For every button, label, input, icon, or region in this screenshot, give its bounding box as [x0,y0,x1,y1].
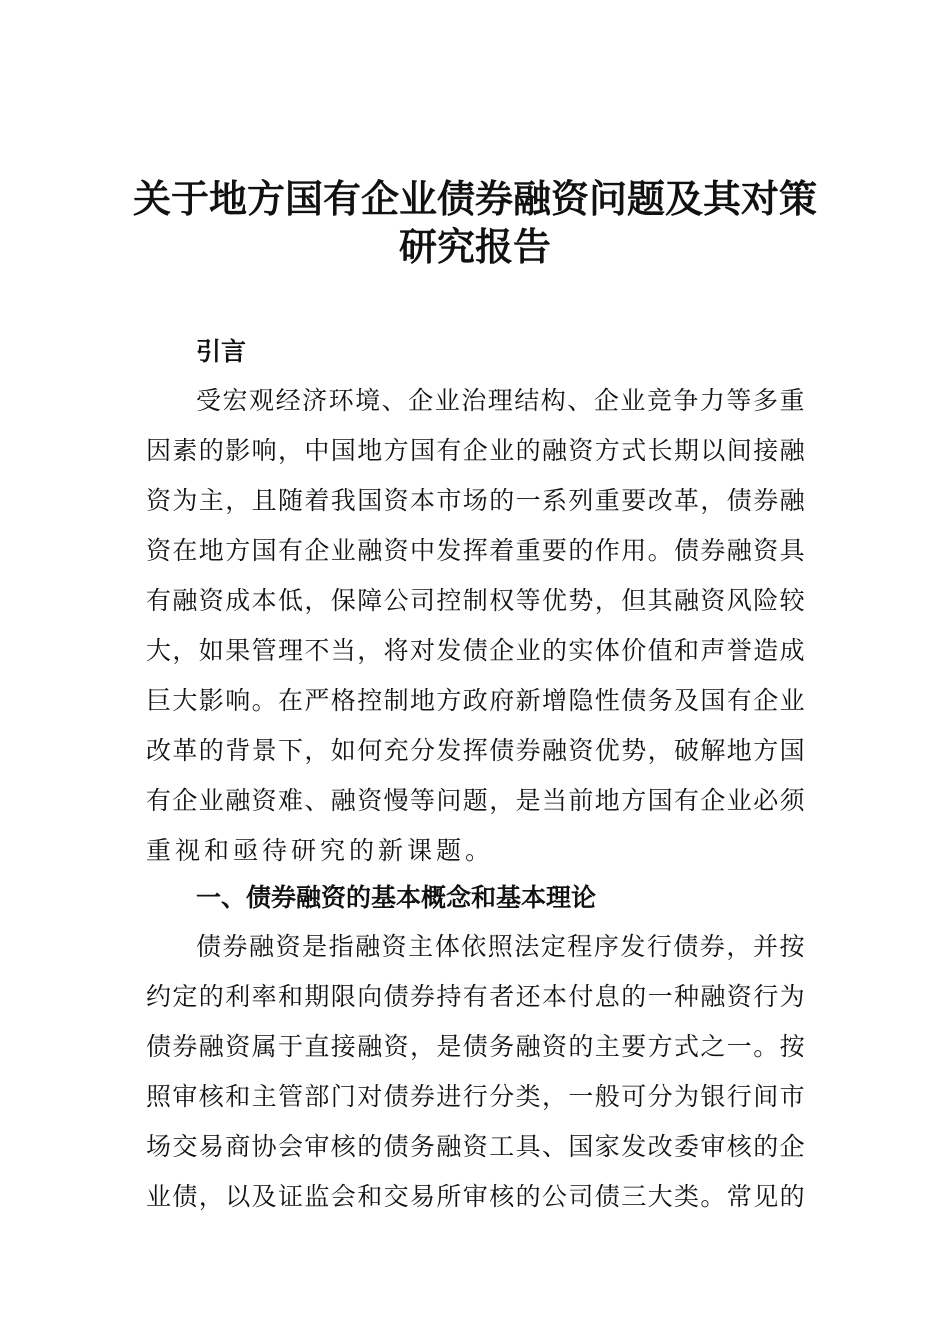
section-1-line: 债券融资是指融资主体依照法定程序发行债券，并按 [196,932,806,961]
intro-line: 资为主，且随着我国资本市场的一系列重要改革，债券融 [146,486,806,515]
section-1-paragraph [146,922,806,1222]
intro-line: 受宏观经济环境、企业治理结构、企业竞争力等多重 [196,386,806,415]
intro-line: 大，如果管理不当，将对发债企业的实体价值和声誉造成 [146,636,806,665]
section-1-line: 业债，以及证监会和交易所审核的公司债三大类。常见的 [146,1182,806,1211]
section-1-line: 约定的利率和期限向债券持有者还本付息的一种融资行为 [146,982,806,1011]
intro-line: 资在地方国有企业融资中发挥着重要的作用。债券融资具 [146,536,806,565]
intro-line: 重视和亟待研究的新课题。 [146,836,495,865]
intro-heading: 引言 [196,337,247,366]
intro-line: 改革的背景下，如何充分发挥债券融资优势，破解地方国 [146,736,806,765]
intro-line: 因素的影响，中国地方国有企业的融资方式长期以间接融 [146,436,806,465]
section-1-line: 债券融资属于直接融资，是债务融资的主要方式之一。按 [146,1032,806,1061]
document-title-line-1: 关于地方国有企业债券融资问题及其对策 [132,176,817,221]
intro-line: 巨大影响。在严格控制地方政府新增隐性债务及国有企业 [146,686,806,715]
intro-line: 有融资成本低，保障公司控制权等优势，但其融资风险较 [146,586,806,615]
intro-paragraph [146,376,806,876]
section-1-line: 照审核和主管部门对债券进行分类，一般可分为银行间市 [146,1082,806,1111]
section-1-line: 场交易商协会审核的债务融资工具、国家发改委审核的企 [146,1132,806,1161]
intro-line: 有企业融资难、融资慢等问题，是当前地方国有企业必须 [146,786,806,815]
section-1-heading: 一、债券融资的基本概念和基本理论 [196,883,597,912]
document-title-line-2: 研究报告 [398,224,551,269]
